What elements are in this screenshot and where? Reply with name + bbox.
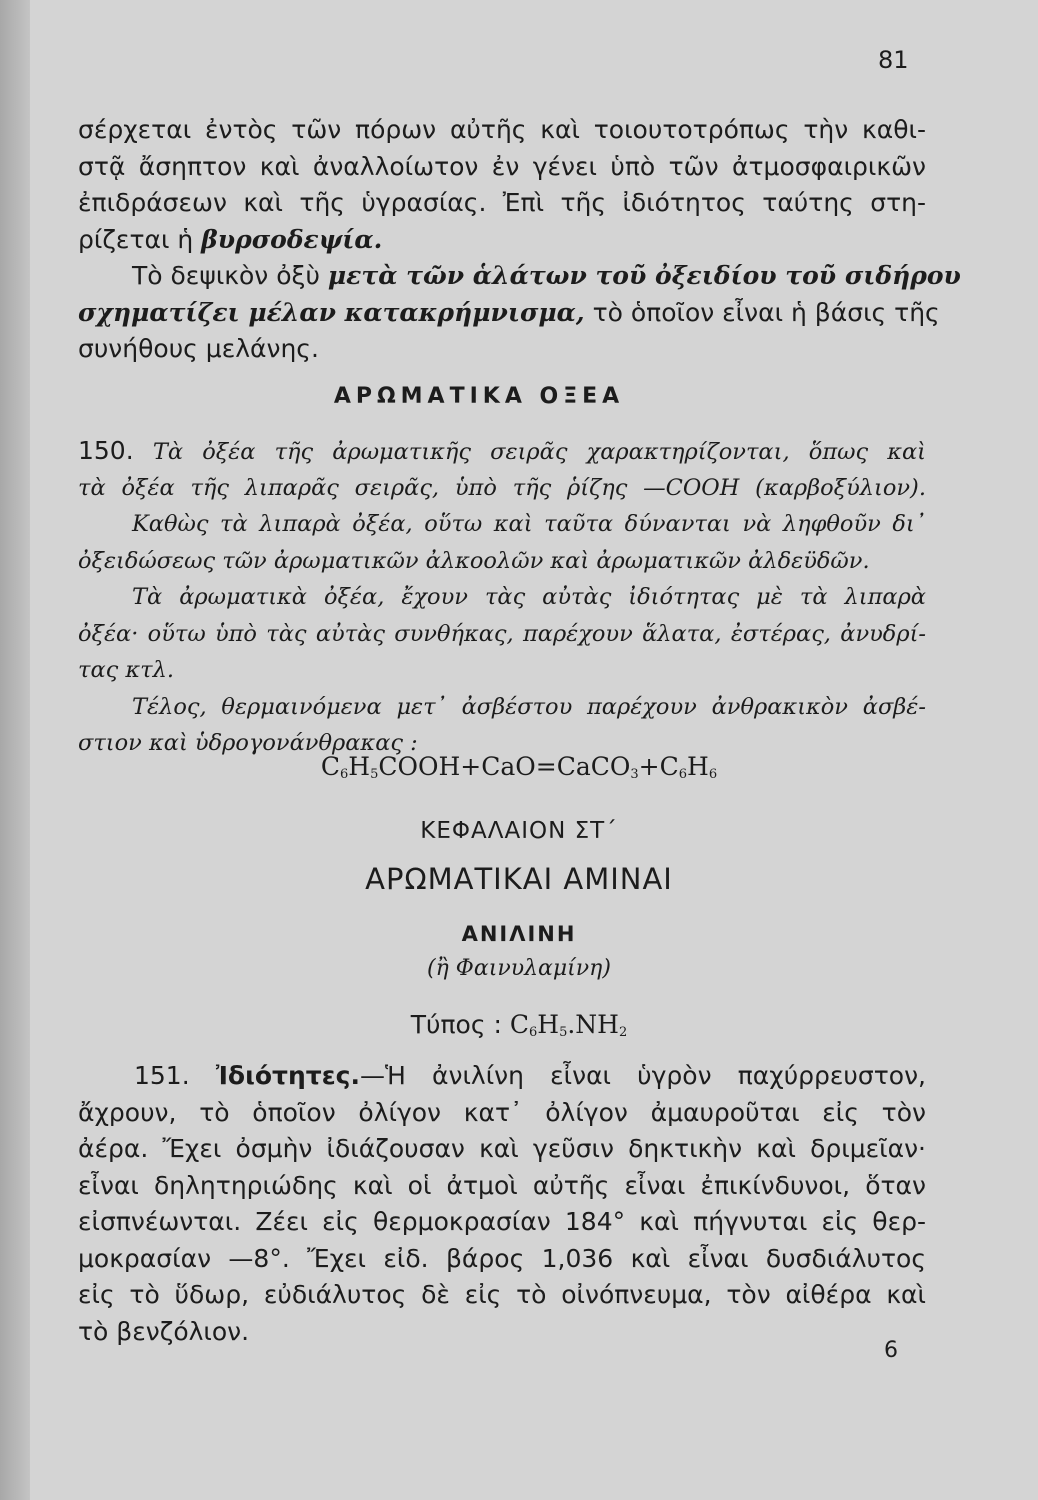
text-line: εἰς τὸ ὕδωρ, εὐδιάλυτος δὲ εἰς τὸ οἰνόπνευμα, τὸν αἰθέρα καὶ xyxy=(78,1280,926,1309)
text-line: Τὰ ἀρωματικὰ ὀξέα, ἔχουν τὰς αὐτὰς ἰδιότητας μὲ τὰ λιπαρὰ xyxy=(132,584,926,610)
section-heading: ΑΡΩΜΑΤΙΚΑ ΟΞΕΑ xyxy=(333,384,625,409)
formula-subscript: 6 xyxy=(708,767,718,782)
alternate-name: (ἢ Φαινυλαμίνη) xyxy=(427,956,611,981)
text-line: εἶναι δηλητηριώδης καὶ οἱ ἀτμοὶ αὐτῆς εἶναι ἐπικίνδυνοι, ὅταν xyxy=(78,1170,926,1200)
text-span: ρίζεται ἡ xyxy=(78,224,202,254)
formula-part: H xyxy=(687,752,709,781)
text-line: ὀξέα· οὕτω ὑπὸ τὰς αὐτὰς συνθήκας, παρέχουν ἅλατα, ἐστέρας, ἀνυδρί- xyxy=(78,620,926,647)
text-line: συνήθους μελάνης. xyxy=(78,334,319,363)
text-span: —Ἡ ἀνιλίνη εἶναι ὑγρὸν παχύρρευστον, xyxy=(359,1061,926,1090)
text-span: Τὸ δεψικὸν ὀξὺ xyxy=(132,261,328,290)
text-line: τὸ βενζόλιον. xyxy=(78,1316,250,1346)
formula-subscript: 3 xyxy=(630,767,639,782)
text-line: ἐπιδράσεων καὶ τῆς ὑγρασίας. Ἐπὶ τῆς ἰδιότητος ταύτης στη- xyxy=(78,188,926,217)
text-line xyxy=(78,433,926,470)
text-line: τας κτλ. xyxy=(78,657,175,683)
text-span: Τὰ ὀξέα τῆς ἀρωματικῆς σειρᾶς χαρακτηρίζονται, ὅπως καὶ xyxy=(152,439,926,465)
chapter-title: ΑΡΩΜΑΤΙΚΑΙ ΑΜΙΝΑΙ xyxy=(365,862,673,896)
text-line: τὰ ὀξέα τῆς λιπαρᾶς σειρᾶς, ὑπὸ τῆς ῥίζης —COOH (καρβοξύλιον). xyxy=(78,474,926,501)
formula-subscript: 5 xyxy=(370,767,379,782)
paragraph-ink xyxy=(78,258,961,368)
emphasis-term: βυρσοδεψία. xyxy=(201,224,383,254)
formula-part: H xyxy=(537,1010,560,1039)
text-line xyxy=(78,1058,926,1095)
text-line: εἰσπνέωνται. Ζέει εἰς θερμοκρασίαν 184° καὶ πήγνυται εἰς θερ- xyxy=(78,1207,926,1236)
chemical-equation xyxy=(0,752,1038,782)
formula-subscript: 6 xyxy=(528,1025,538,1040)
formula-part: COOH+CaO=CaCO xyxy=(378,752,631,781)
formula-body xyxy=(510,1010,627,1039)
text-span: τὸ ὁποῖον εἶναι ἡ βάσις τῆς xyxy=(584,297,940,327)
page-binding-edge xyxy=(0,0,30,1500)
text-line: ὀξειδώσεως τῶν ἀρωματικῶν ἀλκοολῶν καὶ ἀρωματικῶν ἀλδεϋδῶν. xyxy=(78,547,870,574)
chapter-label: ΚΕΦΑΛΑΙΟΝ ΣΤ΄ xyxy=(420,818,618,844)
formula-part: H xyxy=(348,752,371,781)
text-line: μοκρασίαν —8°. Ἔχει εἰδ. βάρος 1,036 καὶ εἶναι δυσδιάλυτος xyxy=(78,1243,926,1273)
formula-subscript: 6 xyxy=(678,767,688,782)
paragraph-tanning xyxy=(78,112,926,258)
text-line: Τέλος, θερμαινόμενα μετ᾽ ἀσβέστου παρέχουν ἀνθρακικὸν ἀσβέ- xyxy=(132,693,926,720)
text-line: στιον καὶ ὑδρογονάνθρακας : xyxy=(78,730,418,756)
text-line: σέρχεται ἐντὸς τῶν πόρων αὐτῆς καὶ τοιουτοτρόπως τὴν καθι- xyxy=(78,115,926,144)
text-line xyxy=(78,295,940,332)
emphasis-term: σχηματίζει μέλαν κατακρήμνισμα, xyxy=(78,297,585,327)
text-line: ἀέρα. Ἔχει ὀσμὴν ἰδιάζουσαν καὶ γεῦσιν δηκτικὴν καὶ δριμεῖαν· xyxy=(78,1134,926,1163)
aniline-formula xyxy=(0,1010,1038,1040)
formula-subscript: 5 xyxy=(559,1025,568,1040)
formula-part: C xyxy=(320,752,340,781)
emphasis-term: μετὰ τῶν ἁλάτων τοῦ ὀξειδίου τοῦ σιδήρου xyxy=(327,261,961,290)
text-line: στᾷ ἄσηπτον καὶ ἀναλλοίωτον ἐν γένει ὑπὸ τῶν ἀτμοσφαιρικῶν xyxy=(78,151,926,181)
signature-mark: 6 xyxy=(884,1338,898,1363)
text-line xyxy=(78,222,926,259)
formula-part: .NH xyxy=(567,1010,619,1039)
paragraph-150 xyxy=(78,433,926,762)
formula-subscript: 2 xyxy=(618,1025,628,1040)
formula-part: +C xyxy=(638,752,679,781)
text-line xyxy=(78,258,961,295)
subheading-aniline: ΑΝΙΛΙΝΗ xyxy=(461,922,577,946)
formula-part: C xyxy=(509,1010,529,1039)
page-number: 81 xyxy=(878,46,909,74)
paragraph-title: Ἰδιότητες. xyxy=(215,1061,360,1090)
formula-subscript: 6 xyxy=(340,767,349,782)
paragraph-number: 151. xyxy=(134,1061,216,1090)
text-line: ἄχρουν, τὸ ὁποῖον ὀλίγον κατ᾽ ὀλίγον ἀμαυροῦται εἰς τὸν xyxy=(78,1097,926,1127)
paragraph-number: 150. xyxy=(78,436,134,465)
text-line: Καθὼς τὰ λιπαρὰ ὀξέα, οὕτω καὶ ταῦτα δύνανται νὰ ληφθοῦν δι᾽ xyxy=(132,511,926,537)
paragraph-151 xyxy=(78,1058,926,1350)
formula-label: Τύπος : xyxy=(410,1010,510,1039)
